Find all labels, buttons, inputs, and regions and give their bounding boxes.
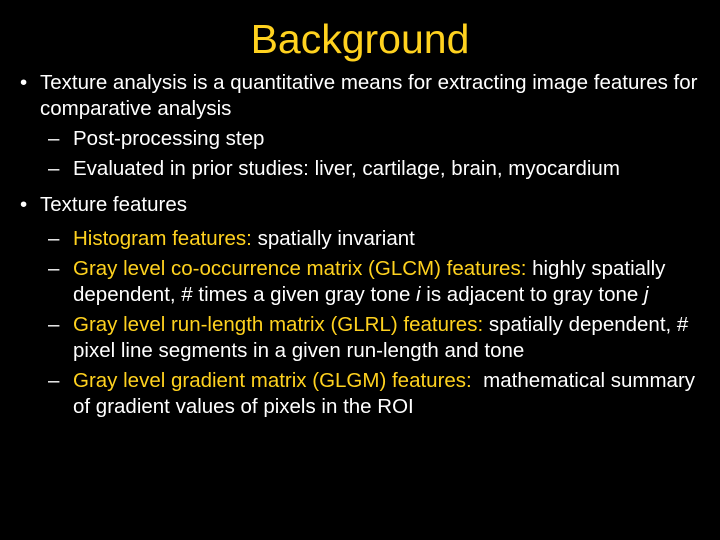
bullet-item bbox=[20, 70, 710, 122]
sub-bullet-dash: – bbox=[48, 313, 60, 336]
sub-bullet-item bbox=[20, 156, 710, 182]
feature-description: spatially invariant bbox=[251, 227, 415, 250]
sub-bullet-item bbox=[20, 256, 710, 308]
sub-bullet-dash: – bbox=[48, 227, 60, 250]
bullet-dot: • bbox=[20, 193, 28, 216]
sub-bullet-dash: – bbox=[48, 257, 60, 280]
sub-bullet-item bbox=[20, 226, 710, 252]
feature-description: highly spatially dependent, # times a given gray tone bbox=[73, 257, 666, 306]
sub-bullet-text: Post-processing step bbox=[73, 127, 265, 150]
bullet-item bbox=[20, 192, 710, 218]
sub-bullet-dash: – bbox=[48, 369, 60, 392]
sub-bullet-item bbox=[20, 126, 710, 152]
bullet-text: Texture analysis is a quantitative means for extracting image features for comparative analysis bbox=[40, 71, 698, 120]
sub-bullet-item bbox=[20, 368, 710, 420]
sub-bullet-dash: – bbox=[48, 157, 60, 180]
feature-description: spatially dependent, # pixel line segments in a given run-length and tone bbox=[73, 313, 689, 362]
sub-bullet-text: Evaluated in prior studies: liver, cartilage, brain, myocardium bbox=[73, 157, 620, 180]
feature-description: mathematical summary of gradient values of pixels in the ROI bbox=[73, 369, 701, 418]
sub-bullet-dash: – bbox=[48, 127, 60, 150]
feature-term: Histogram features: bbox=[73, 227, 252, 250]
feature-term: Gray level gradient matrix (GLGM) features: bbox=[73, 369, 472, 392]
variable-j: j bbox=[643, 283, 649, 306]
variable-i: i bbox=[416, 283, 421, 306]
sub-bullet-item bbox=[20, 312, 710, 364]
bullet-text: Texture features bbox=[40, 193, 187, 216]
slide-title: Background bbox=[250, 16, 470, 62]
feature-description-cont: is adjacent to gray tone bbox=[420, 283, 644, 306]
feature-term: Gray level run-length matrix (GLRL) features: bbox=[73, 313, 484, 336]
bullet-list bbox=[20, 70, 710, 420]
bullet-dot: • bbox=[20, 71, 28, 94]
feature-term: Gray level co-occurrence matrix (GLCM) features: bbox=[73, 257, 527, 280]
